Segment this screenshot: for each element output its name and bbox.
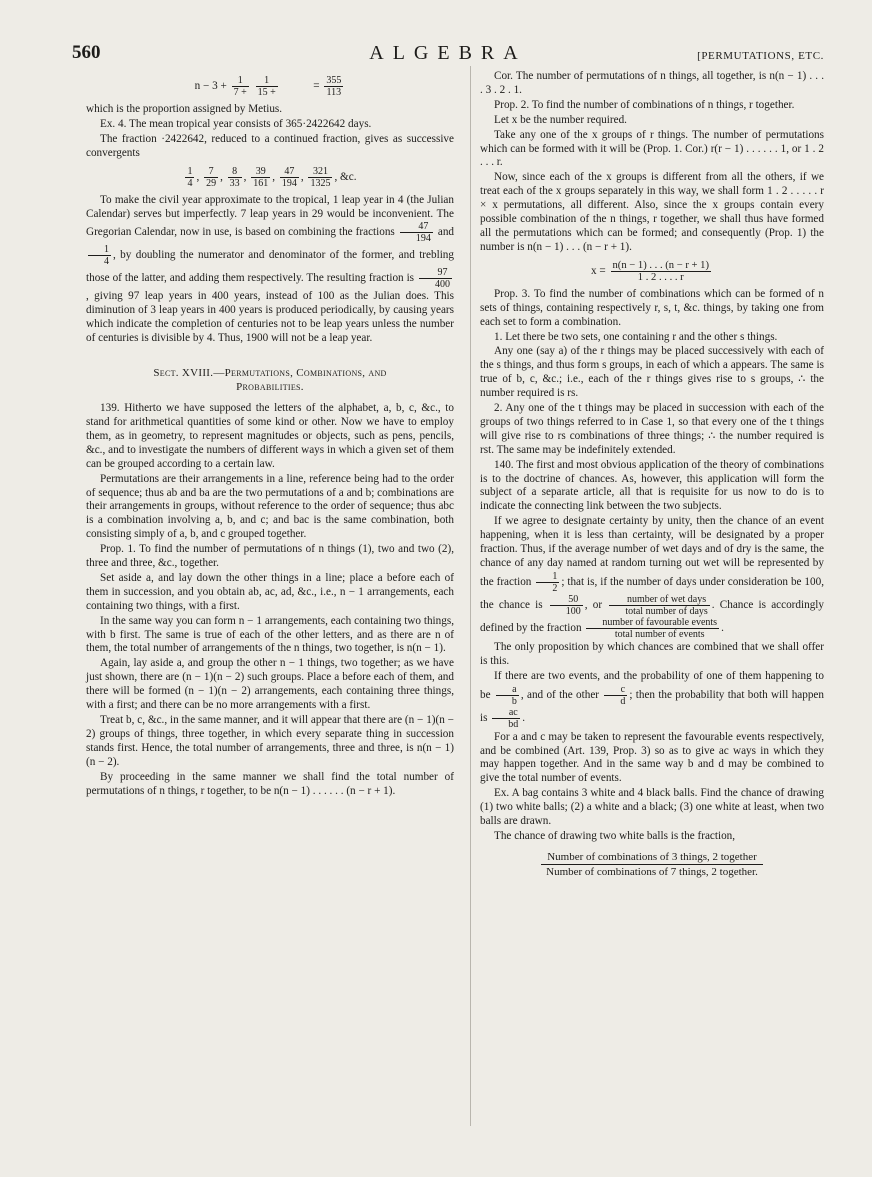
paragraph: Take any one of the x groups of r things. The number of permutations which can be formed with it will be (Prop. 1. Cor.) r(r − 1) . . . . . . 1, or 1 . 2 . . . r. — [480, 128, 824, 169]
paragraph: Now, since each of the x groups is different from all the others, if we treat each of the x groups separately in this way, we shall form 1 . 2 . . . . . r × x permutations, all different. Also, since the x groups contain every possible combination of the n things, r together, we shall thus have formed all the permutations which can be formed; and consequently (Prop. 1) the number is n(n − 1) . . . (n − r + 1). — [480, 171, 824, 253]
paragraph: Prop. 1. To find the number of permutations of n things (1), two and two (2), three and three, &c., together. — [86, 543, 454, 570]
ball-probability-fraction: Number of combinations of 3 things, 2 together Number of combinations of 7 things, 2 together. — [480, 850, 824, 879]
paragraph: Treat b, c, &c., in the same manner, and it will appear that there are (n − 1)(n − 2) groups of things, three together, in which every separate thing in succession stands first. Hence, the total number of arrangements, three and three, is n(n − 1)(n − 2). — [86, 714, 454, 768]
page-header — [72, 42, 824, 72]
continued-fraction-equation: n − 3 + $\frac{1}{7 +}$ $\frac{1}{15 +}$ = $\frac{355}{113}$ — [194, 75, 342, 98]
paragraph: Any one (say a) of the r things may be placed successively with each of the s things, and thus form s groups, in each of which a appears. The same is true of b, c, &c.; i.e., each of the r things gives rise to s groups, ∴ the number required is rs. — [480, 345, 824, 400]
combinations-formula: x = $\frac{n(n - 1) . . . (n - r + 1)}{1 . 2 . . . . r}$ — [591, 259, 709, 283]
paragraph: 139. Hitherto we have supposed the letters of the alphabet, a, b, c, &c., to stand for arithmetical quantities of some kind or other. Now we have to employ them, as in geometry, to represent magnitudes or objects, such as pens, pencils, &c., and to investigate the numbers of different ways in which a given set of them can be grouped according to a certain law. — [86, 402, 454, 470]
paragraph: Prop. 2. To find the number of combinations of n things, r together. — [494, 98, 795, 111]
paragraph: Permutations are their arrangements in a line, reference being had to the order of sequence; thus ab and ba are the two permutations of a and b; combinations are their arrangements in groups, without reference to the order of sequence; thus abc is a combination involving a, b, and c; and bac is the same combination, both consisting simply of a, b, and c grouped together. — [86, 472, 454, 541]
column-divider — [470, 66, 471, 1126]
paragraph: To make the civil year approximate to the tropical, 1 leap year in 4 (the Julian Calendar) serves but imperfectly. 7 leap years in 29 would be inconvenient. The Gregorian Calendar, now in use, is based on combining the fractions $\frac{47}{194}$ and $\frac{1}{4}$ , by doubling the numerator and denominator of the former, and trebling those of the latter, and adding them respectively. The resulting fraction is $\frac{97}{400}$ , giving 97 leap years in 400 years, instead of 100 as the Julian does. This diminution of 3 leap years in 400 years is produced periodically, by causing years which indicate the completion of centuries not to be leap years unless the number of centuries is divisible by 4. Thus, 1900 will not be a leap year. — [86, 193, 455, 345]
paragraph: The only proposition by which chances are combined that we shall offer is this. — [480, 640, 824, 667]
paragraph: Let x be the number required. — [494, 113, 627, 126]
convergents-list: $\frac{1}{4}$ , $\frac{7}{29}$ , $\frac{8}{33}$ , $\frac{39}{161}$ , $\frac{47}{194}$ , $\frac{321}{1325}$ , &c. — [187, 165, 357, 189]
section-heading: Sect. XVIII.—Permutations, Combinations, and Probabilities. — [153, 367, 387, 394]
paragraph: Ex. A bag contains 3 white and 4 black balls. Find the chance of drawing (1) two white balls; (2) a white and a black; (3) one white at least, when two balls are drawn. — [480, 787, 824, 828]
paragraph: Cor. The number of permutations of n things, all together, is n(n − 1) . . . . 3 . 2 . 1. — [480, 70, 824, 96]
paragraph: which is the proportion assigned by Metius. — [86, 103, 283, 115]
paragraph: Ex. 4. The mean tropical year consists of 365·2422642 days. — [100, 117, 372, 130]
paragraph: 2. Any one of the t things may be placed in succession with each of the groups of two things referred to in Case 1, so that every one of the t things will give rise to rs combinations of three things; ∴ the number required is rst. The same may be indefinitely extended. — [480, 402, 824, 456]
paragraph: Again, lay aside a, and group the other n − 1 things, two together; as we have just shown, there are (n − 1)(n − 2) such groups. Place a before each of them, and there will be formed (n − 1)(n − 2) arrangements, each containing three things, with a first; and there can be no more arrangements with a first. — [86, 657, 454, 712]
paragraph: For a and c may be taken to represent the favourable events respectively, and be combined (Art. 139, Prop. 3) so as to give ac ways in which they may happen together. And in the same way b and d may be combined to give the total number of events. — [480, 730, 824, 785]
paragraph: If we agree to designate certainty by unity, then the chance of an event happening, when it is less than certainty, will be designated by a proper fraction. Thus, if the average number of wet days and of dry is the same, the chance of any day named at random turning out wet will be represented by the fraction $\frac{1}{2}$ ; that is, if the number of days under consideration be 100, the chance is $\frac{50}{100}$ , or $\frac{\text{number of wet days}}{\text{total number of days}}$ . Chance is accordingly defined by the fraction $\frac{\text{number of favourable events}}{\text{total number of events}}$ . — [480, 515, 825, 640]
page-number: 560 — [72, 42, 101, 63]
paragraph: If there are two events, and the probability of one of them happening to be $\frac{a}{b}$ , and of the other $\frac{c}{d}$ ; then the probability that both will happen is $\frac{ac}{bd}$ . — [480, 669, 824, 730]
running-title: ALGEBRA — [369, 42, 527, 64]
paragraph: 1. Let there be two sets, one containing r and the other s things. — [494, 330, 778, 343]
paragraph: By proceeding in the same manner we shall find the total number of permutations of n things, r together, to be n(n − 1) . . . . . . (n − r + 1). — [86, 770, 454, 797]
paragraph: Set aside a, and lay down the other things in a line; place a before each of them in succession, and you obtain ab, ac, ad, &c., i.e., n − 1 arrangements, each containing two things, with a first. — [86, 571, 454, 612]
paragraph: The chance of drawing two white balls is the fraction, — [494, 829, 736, 842]
section-tag: [PERMUTATIONS, ETC. — [697, 50, 824, 62]
paragraph: Prop. 3. To find the number of combinations which can be formed of n sets of things, containing respectively r, s, t, &c. things, by taking one from each set to form a combination. — [480, 287, 824, 328]
paragraph: The fraction ·2422642, reduced to a continued fraction, gives as successive convergents — [86, 132, 454, 159]
paragraph: 140. The first and most obvious application of the theory of combinations is to the doctrine of chances. As, however, this application will form the subject of a separate article, all that is requisite for us now to do is to indicate the connecting link between the two subjects. — [480, 458, 824, 513]
right-column — [480, 70, 824, 879]
paragraph: In the same way you can form n − 1 arrangements, each containing two things, with b first. The same is true of each of the other letters, and as there are n of them, the total number of arrangements of the n things, two together, is n(n − 1). — [86, 614, 454, 655]
left-column — [86, 70, 454, 799]
